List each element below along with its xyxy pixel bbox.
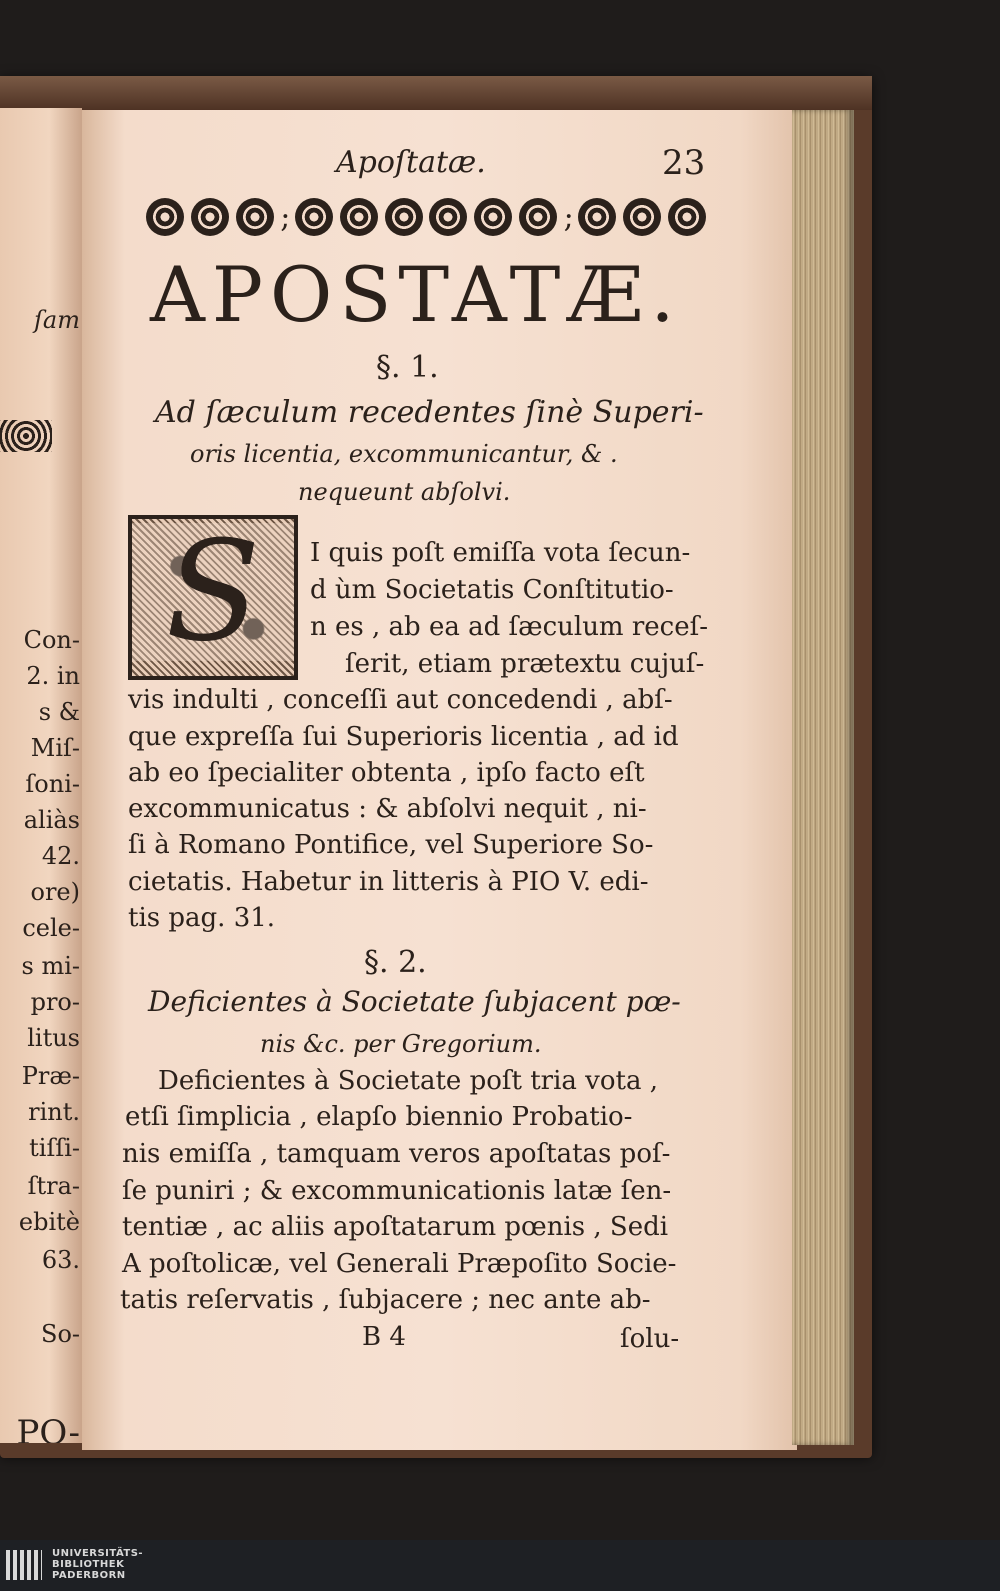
rosette-icon (295, 198, 333, 236)
left-page (0, 108, 82, 1443)
body-line: que expreſſa ſui Superioris licentia , ad id (128, 722, 679, 752)
body-line: ſi à Romano Pontifice, vel Superiore So- (128, 830, 654, 860)
left-margin-text: litus (27, 1024, 80, 1052)
section-marker: §. 1. (376, 350, 439, 385)
separator-icon: ; (280, 199, 291, 235)
body-line: tentiæ , ac aliis apoſtatarum pœnis , Sedi (122, 1212, 669, 1242)
left-margin-text: ore) (30, 878, 80, 906)
decorated-initial (128, 511, 298, 680)
left-margin-text: Præ- (21, 1062, 80, 1090)
body-line: I quis poſt emiſſa vota ſecun- (310, 538, 691, 568)
body-line: etſi ſimplicia , elapſo biennio Probatio- (125, 1102, 633, 1132)
footer-bar (0, 1540, 1000, 1591)
left-margin-text: Con- (23, 626, 80, 654)
rosette-icon (340, 198, 378, 236)
section-heading-line: Ad ſæculum recedentes ſinè Superi- (155, 395, 704, 430)
section-heading-line: nequeunt abſolvi. (298, 478, 511, 506)
rosette-icon (578, 198, 616, 236)
chapter-title: APOSTATÆ. (150, 250, 682, 339)
left-margin-text: s mi- (21, 952, 80, 980)
signature-mark: B 4 (362, 1322, 406, 1352)
rosette-icon (623, 198, 661, 236)
left-margin-text: aliàs (23, 806, 80, 834)
left-margin-text: s & (38, 698, 80, 726)
page-edges (792, 110, 854, 1445)
ornament-band (146, 194, 706, 240)
left-margin-text: PO- (16, 1413, 80, 1443)
left-margin-text: 2. in (26, 662, 80, 690)
body-line: ſe puniri ; & excommunicationis latæ ſen- (122, 1176, 672, 1206)
catchword: ſolu- (620, 1324, 680, 1354)
running-head: Apoſtatæ. (336, 145, 486, 180)
section-marker: §. 2. (364, 945, 427, 980)
page-number: 23 (662, 143, 706, 183)
rosette-icon (668, 198, 706, 236)
library-logo-icon (6, 1550, 42, 1580)
rosette-icon (519, 198, 557, 236)
body-line: ab eo ſpecialiter obtenta , ipſo facto eſt (128, 758, 645, 788)
book-spine-top (0, 76, 872, 110)
section-heading-line: oris licentia, excommunicantur, & . (190, 440, 618, 468)
left-margin-text: cele- (22, 914, 80, 942)
left-margin-text: pro- (30, 988, 80, 1016)
body-line: cietatis. Habetur in litteris à PIO V. edi- (128, 867, 649, 897)
rosette-icon (146, 198, 184, 236)
body-line: Deficientes à Societate poſt tria vota , (158, 1066, 658, 1096)
rosette-icon (191, 198, 229, 236)
left-ornament (0, 420, 52, 452)
rosette-icon (236, 198, 274, 236)
left-margin-text: ſoni- (25, 770, 80, 798)
body-line: d ùm Societatis Conſtitutio- (310, 575, 674, 605)
section-heading-line: nis &c. per Gregorium. (260, 1030, 542, 1058)
body-line: ſerit, etiam prætextu cujuſ- (345, 649, 705, 679)
separator-icon: ; (563, 199, 574, 235)
library-logo-text: UNIVERSITÄTS- BIBLIOTHEK PADERBORN (52, 1548, 144, 1581)
left-margin-text: tiſſi- (29, 1134, 80, 1162)
section-heading-line: Deficientes à Societate ſubjacent pœ- (148, 985, 681, 1018)
rosette-icon (429, 198, 467, 236)
left-margin-text: 63. (41, 1246, 80, 1274)
body-line: tatis reſervatis , ſubjacere ; nec ante ab- (120, 1285, 651, 1315)
left-margin-text: So- (41, 1320, 80, 1348)
initial-letter: S (132, 523, 294, 661)
body-line: vis indulti , conceſſi aut concedendi , abſ- (128, 685, 673, 715)
body-line: excommunicatus : & abſolvi nequit , ni- (128, 794, 647, 824)
rosette-icon (474, 198, 512, 236)
left-margin-text: rint. (28, 1098, 80, 1126)
left-margin-text: 42. (41, 842, 80, 870)
body-line: n es , ab ea ad ſæculum receſ- (310, 612, 709, 642)
left-margin-text: Miſ- (30, 734, 80, 762)
body-line: nis emiſſa , tamquam veros apoſtatas poſ- (122, 1139, 671, 1169)
rosette-icon (385, 198, 423, 236)
left-margin-text: ſtra- (27, 1172, 80, 1200)
body-line: A poſtolicæ, vel Generali Præpoſito Socie- (122, 1249, 677, 1279)
body-line: tis pag. 31. (128, 903, 276, 933)
left-margin-text: ſam (34, 306, 80, 334)
left-margin-text: ebitè (18, 1208, 80, 1236)
